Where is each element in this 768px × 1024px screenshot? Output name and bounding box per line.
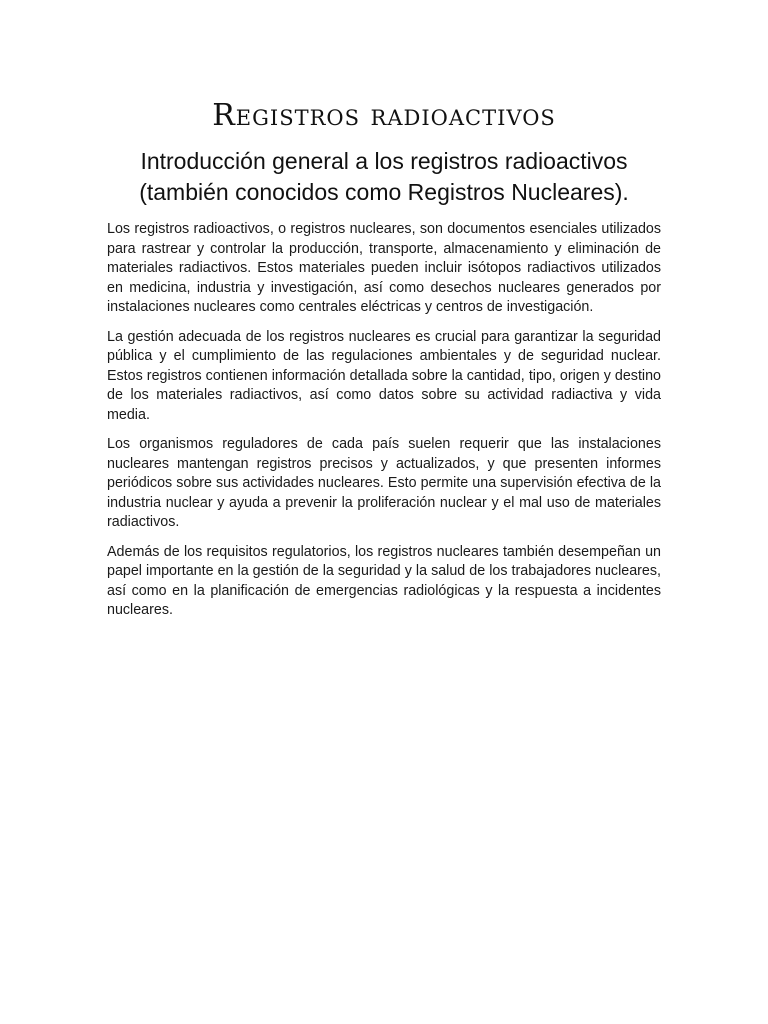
paragraph-3: Los organismos reguladores de cada país suelen requerir que las instalaciones nucleares mantengan registros precisos y actualizados, y que presenten informes periódicos sobre sus actividades nucleares. Esto permite una supervisión efectiva de la industria nuclear y ayuda a prevenir la proliferación nuclear y el mal uso de materiales radiactivos. (107, 436, 661, 530)
paragraph-2: La gestión adecuada de los registros nucleares es crucial para garantizar la seguridad pública y el cumplimiento de las regulaciones ambientales y de seguridad nuclear. Estos registros contienen información detallada sobre la cantidad, tipo, origen y destino de los materiales radiactivos, así como datos sobre su actividad radiactiva y vida media. (107, 328, 661, 423)
paragraph-4: Además de los requisitos regulatorios, los registros nucleares también desempeñan un papel importante en la gestión de la seguridad y la salud de los trabajadores nucleares, así como en la planificación de emergencias radiológicas y la respuesta a incidentes nucleares. (107, 543, 661, 618)
document-title: Registros radioactivos (212, 98, 556, 133)
document-page (107, 96, 661, 631)
paragraph-1: Los registros radioactivos, o registros nucleares, son documentos esenciales utilizados para rastrear y controlar la producción, transporte, almacenamiento y eliminación de materiales radiactivos. Estos materiales pueden incluir isótopos radiactivos utilizados en medicina, industria y investigación, así como desechos nucleares generados por instalaciones nucleares como centrales eléctricas y centros de investigación. (107, 221, 661, 315)
document-subtitle: Introducción general a los registros radioactivos (también conocidos como Registros Nucleares). (139, 148, 629, 205)
